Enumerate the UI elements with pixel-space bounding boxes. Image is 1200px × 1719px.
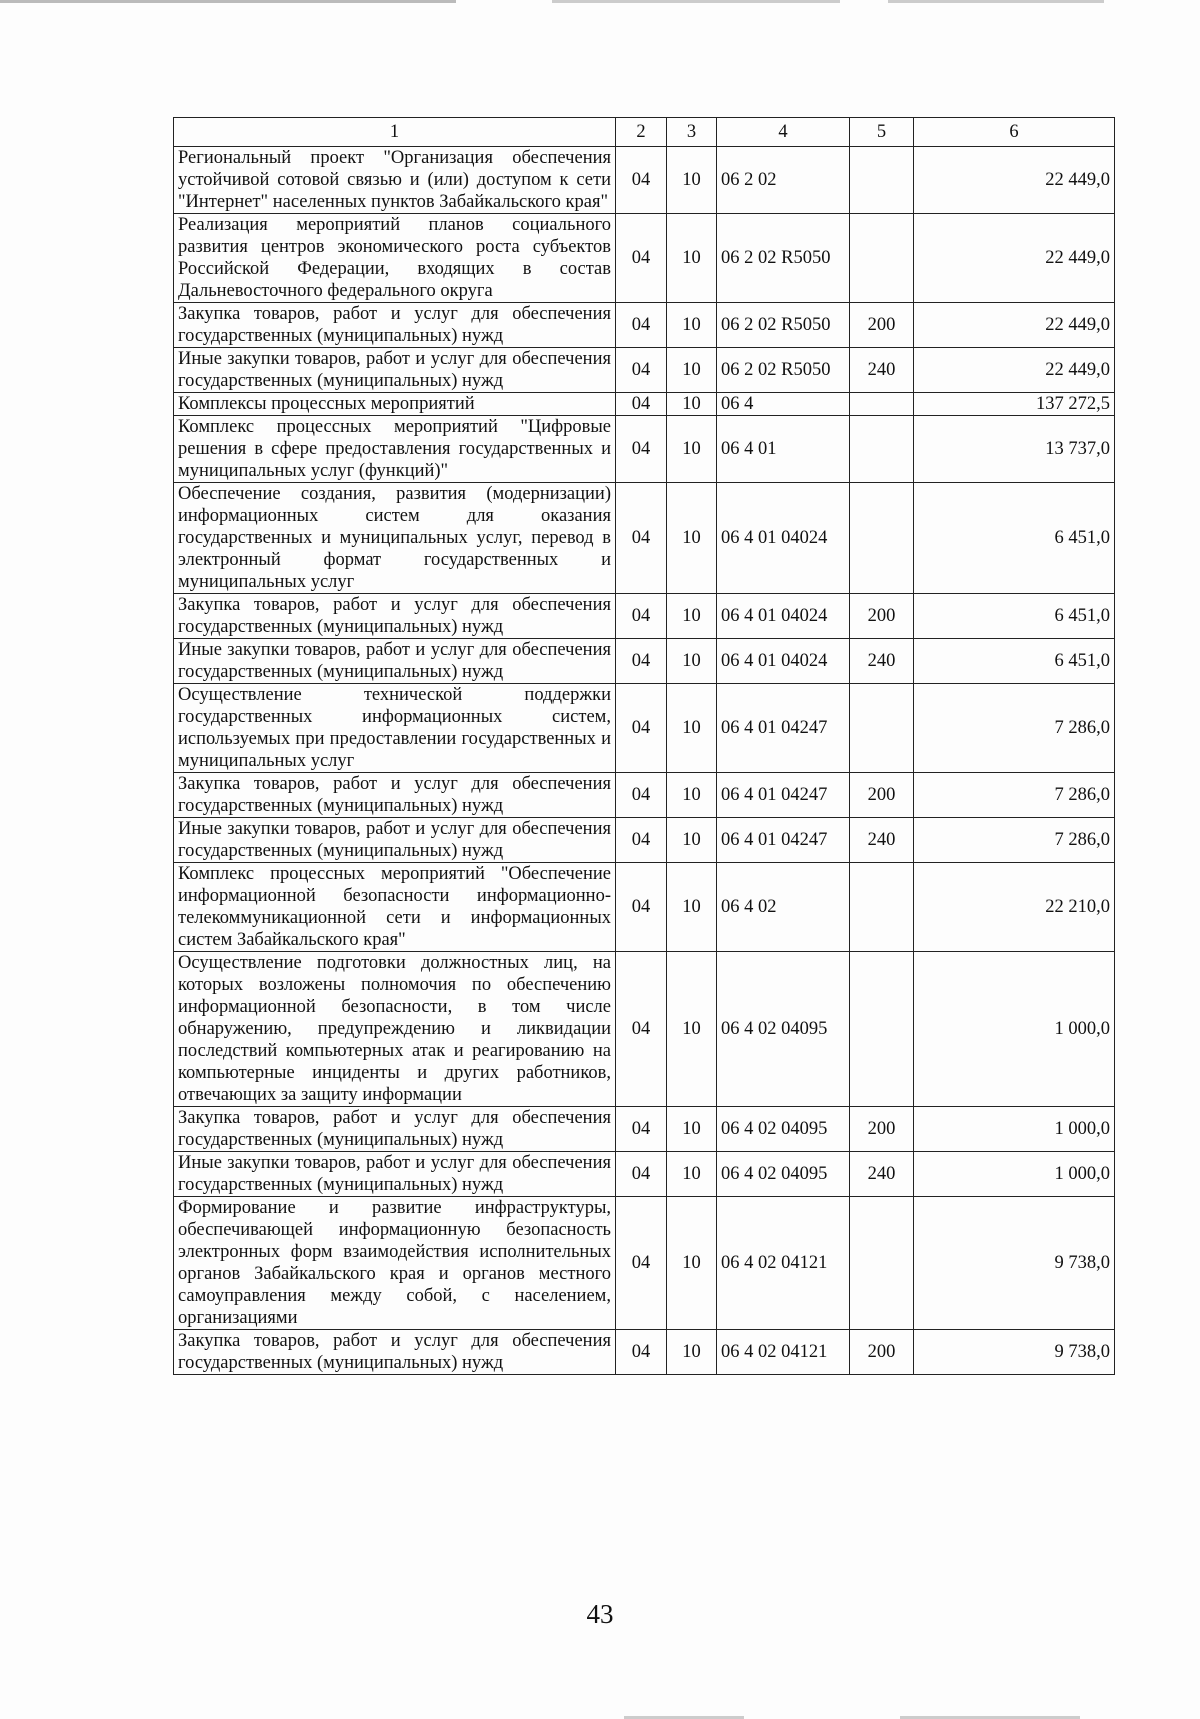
row-name-cell: Закупка товаров, работ и услуг для обеспечения государственных (муниципальных) нужд xyxy=(174,303,616,348)
target-article-cell: 06 2 02 xyxy=(717,147,850,214)
amount-cell: 6 451,0 xyxy=(914,639,1115,684)
table-row xyxy=(174,773,1115,818)
amount-cell: 9 738,0 xyxy=(914,1330,1115,1375)
expense-type-cell: 200 xyxy=(850,1330,914,1375)
amount-cell: 7 286,0 xyxy=(914,684,1115,773)
budget-table-body xyxy=(174,118,1115,1375)
table-row xyxy=(174,1152,1115,1197)
expense-type-cell xyxy=(850,214,914,303)
subsection-code-cell: 10 xyxy=(667,393,717,416)
expense-type-cell xyxy=(850,416,914,483)
table-row xyxy=(174,594,1115,639)
target-article-cell: 06 4 02 xyxy=(717,863,850,952)
expense-type-cell xyxy=(850,147,914,214)
target-article-cell: 06 4 xyxy=(717,393,850,416)
expense-type-cell xyxy=(850,393,914,416)
expense-type-cell: 240 xyxy=(850,348,914,393)
expense-type-cell xyxy=(850,863,914,952)
table-row xyxy=(174,483,1115,594)
section-code-cell: 04 xyxy=(616,1107,667,1152)
subsection-code-cell: 10 xyxy=(667,1107,717,1152)
expense-type-cell: 240 xyxy=(850,1152,914,1197)
subsection-code-cell: 10 xyxy=(667,684,717,773)
subsection-code-cell: 10 xyxy=(667,639,717,684)
header-cell-2: 2 xyxy=(616,118,667,147)
target-article-cell: 06 4 01 04024 xyxy=(717,594,850,639)
target-article-cell: 06 4 02 04095 xyxy=(717,952,850,1107)
table-row xyxy=(174,818,1115,863)
subsection-code-cell: 10 xyxy=(667,214,717,303)
section-code-cell: 04 xyxy=(616,483,667,594)
section-code-cell: 04 xyxy=(616,416,667,483)
target-article-cell: 06 4 01 04024 xyxy=(717,483,850,594)
table-row xyxy=(174,1197,1115,1330)
subsection-code-cell: 10 xyxy=(667,952,717,1107)
row-name-cell: Осуществление подготовки должностных лиц, на которых возложены полномочия по обеспечению информационной безопасности, в том числе обнаружению, предупреждению и ликвидации последствий компьютерных атак и реагированию на компьютерные инциденты и других работников, отвечающих за защиту информации xyxy=(174,952,616,1107)
section-code-cell: 04 xyxy=(616,594,667,639)
target-article-cell: 06 4 02 04095 xyxy=(717,1152,850,1197)
section-code-cell: 04 xyxy=(616,818,667,863)
row-name-cell: Закупка товаров, работ и услуг для обеспечения государственных (муниципальных) нужд xyxy=(174,1330,616,1375)
expense-type-cell: 240 xyxy=(850,639,914,684)
amount-cell: 22 449,0 xyxy=(914,303,1115,348)
target-article-cell: 06 4 01 04247 xyxy=(717,818,850,863)
table-row xyxy=(174,303,1115,348)
section-code-cell: 04 xyxy=(616,348,667,393)
table-row xyxy=(174,348,1115,393)
scan-top-edge xyxy=(0,0,1200,3)
section-code-cell: 04 xyxy=(616,773,667,818)
budget-table xyxy=(173,117,1115,1375)
expense-type-cell: 200 xyxy=(850,594,914,639)
row-name-cell: Осуществление технической поддержки государственных информационных систем, используемых при предоставлении государственных и муниципальных услуг xyxy=(174,684,616,773)
subsection-code-cell: 10 xyxy=(667,483,717,594)
header-cell-6: 6 xyxy=(914,118,1115,147)
table-row xyxy=(174,147,1115,214)
table-header-row xyxy=(174,118,1115,147)
row-name-cell: Обеспечение создания, развития (модернизации) информационных систем для оказания государственных и муниципальных услуг, перевод в электронный формат государственных и муниципальных услуг xyxy=(174,483,616,594)
section-code-cell: 04 xyxy=(616,639,667,684)
expense-type-cell: 200 xyxy=(850,303,914,348)
section-code-cell: 04 xyxy=(616,393,667,416)
target-article-cell: 06 4 01 04247 xyxy=(717,684,850,773)
subsection-code-cell: 10 xyxy=(667,348,717,393)
subsection-code-cell: 10 xyxy=(667,147,717,214)
table-row xyxy=(174,952,1115,1107)
section-code-cell: 04 xyxy=(616,303,667,348)
expense-type-cell: 200 xyxy=(850,1107,914,1152)
amount-cell: 22 449,0 xyxy=(914,214,1115,303)
table-row xyxy=(174,214,1115,303)
section-code-cell: 04 xyxy=(616,684,667,773)
subsection-code-cell: 10 xyxy=(667,863,717,952)
subsection-code-cell: 10 xyxy=(667,1330,717,1375)
target-article-cell: 06 4 01 xyxy=(717,416,850,483)
subsection-code-cell: 10 xyxy=(667,773,717,818)
row-name-cell: Иные закупки товаров, работ и услуг для обеспечения государственных (муниципальных) нужд xyxy=(174,348,616,393)
expense-type-cell xyxy=(850,483,914,594)
row-name-cell: Комплекс процессных мероприятий "Цифровые решения в сфере предоставления государственных и муниципальных услуг (функций)" xyxy=(174,416,616,483)
section-code-cell: 04 xyxy=(616,1197,667,1330)
amount-cell: 6 451,0 xyxy=(914,594,1115,639)
amount-cell: 6 451,0 xyxy=(914,483,1115,594)
row-name-cell: Комплекс процессных мероприятий "Обеспечение информационной безопасности информационно-телекоммуникационной сети и информационных систем Забайкальского края" xyxy=(174,863,616,952)
row-name-cell: Закупка товаров, работ и услуг для обеспечения государственных (муниципальных) нужд xyxy=(174,594,616,639)
row-name-cell: Региональный проект "Организация обеспечения устойчивой сотовой связью и (или) доступом к сети "Интернет" населенных пунктов Забайкальского края" xyxy=(174,147,616,214)
subsection-code-cell: 10 xyxy=(667,303,717,348)
table-row xyxy=(174,1330,1115,1375)
amount-cell: 13 737,0 xyxy=(914,416,1115,483)
amount-cell: 22 449,0 xyxy=(914,147,1115,214)
section-code-cell: 04 xyxy=(616,147,667,214)
target-article-cell: 06 4 02 04121 xyxy=(717,1197,850,1330)
expense-type-cell xyxy=(850,684,914,773)
row-name-cell: Закупка товаров, работ и услуг для обеспечения государственных (муниципальных) нужд xyxy=(174,773,616,818)
target-article-cell: 06 4 02 04121 xyxy=(717,1330,850,1375)
header-cell-1: 1 xyxy=(174,118,616,147)
table-row xyxy=(174,684,1115,773)
table-row xyxy=(174,1107,1115,1152)
row-name-cell: Иные закупки товаров, работ и услуг для обеспечения государственных (муниципальных) нужд xyxy=(174,818,616,863)
amount-cell: 7 286,0 xyxy=(914,818,1115,863)
subsection-code-cell: 10 xyxy=(667,818,717,863)
expense-type-cell xyxy=(850,1197,914,1330)
amount-cell: 9 738,0 xyxy=(914,1197,1115,1330)
expense-type-cell xyxy=(850,952,914,1107)
amount-cell: 22 449,0 xyxy=(914,348,1115,393)
section-code-cell: 04 xyxy=(616,1330,667,1375)
target-article-cell: 06 4 01 04247 xyxy=(717,773,850,818)
target-article-cell: 06 2 02 R5050 xyxy=(717,348,850,393)
amount-cell: 22 210,0 xyxy=(914,863,1115,952)
expense-type-cell: 200 xyxy=(850,773,914,818)
section-code-cell: 04 xyxy=(616,952,667,1107)
target-article-cell: 06 2 02 R5050 xyxy=(717,303,850,348)
row-name-cell: Реализация мероприятий планов социального развития центров экономического роста субъектов Российской Федерации, входящих в состав Дальневосточного федерального округа xyxy=(174,214,616,303)
target-article-cell: 06 4 02 04095 xyxy=(717,1107,850,1152)
subsection-code-cell: 10 xyxy=(667,594,717,639)
header-cell-5: 5 xyxy=(850,118,914,147)
amount-cell: 1 000,0 xyxy=(914,1107,1115,1152)
row-name-cell: Комплексы процессных мероприятий xyxy=(174,393,616,416)
section-code-cell: 04 xyxy=(616,214,667,303)
target-article-cell: 06 2 02 R5050 xyxy=(717,214,850,303)
table-row xyxy=(174,416,1115,483)
page-number: 43 xyxy=(586,1599,614,1629)
table-row xyxy=(174,393,1115,416)
subsection-code-cell: 10 xyxy=(667,416,717,483)
header-cell-4: 4 xyxy=(717,118,850,147)
header-cell-3: 3 xyxy=(667,118,717,147)
table-row xyxy=(174,863,1115,952)
row-name-cell: Иные закупки товаров, работ и услуг для обеспечения государственных (муниципальных) нужд xyxy=(174,639,616,684)
section-code-cell: 04 xyxy=(616,863,667,952)
amount-cell: 1 000,0 xyxy=(914,1152,1115,1197)
subsection-code-cell: 10 xyxy=(667,1152,717,1197)
row-name-cell: Формирование и развитие инфраструктуры, обеспечивающей информационную безопасность электронных форм взаимодействия исполнительных органов Забайкальского края и органов местного самоуправления между собой, с населением, организациями xyxy=(174,1197,616,1330)
table-row xyxy=(174,639,1115,684)
row-name-cell: Иные закупки товаров, работ и услуг для обеспечения государственных (муниципальных) нужд xyxy=(174,1152,616,1197)
target-article-cell: 06 4 01 04024 xyxy=(717,639,850,684)
section-code-cell: 04 xyxy=(616,1152,667,1197)
amount-cell: 137 272,5 xyxy=(914,393,1115,416)
row-name-cell: Закупка товаров, работ и услуг для обеспечения государственных (муниципальных) нужд xyxy=(174,1107,616,1152)
expense-type-cell: 240 xyxy=(850,818,914,863)
amount-cell: 1 000,0 xyxy=(914,952,1115,1107)
amount-cell: 7 286,0 xyxy=(914,773,1115,818)
subsection-code-cell: 10 xyxy=(667,1197,717,1330)
